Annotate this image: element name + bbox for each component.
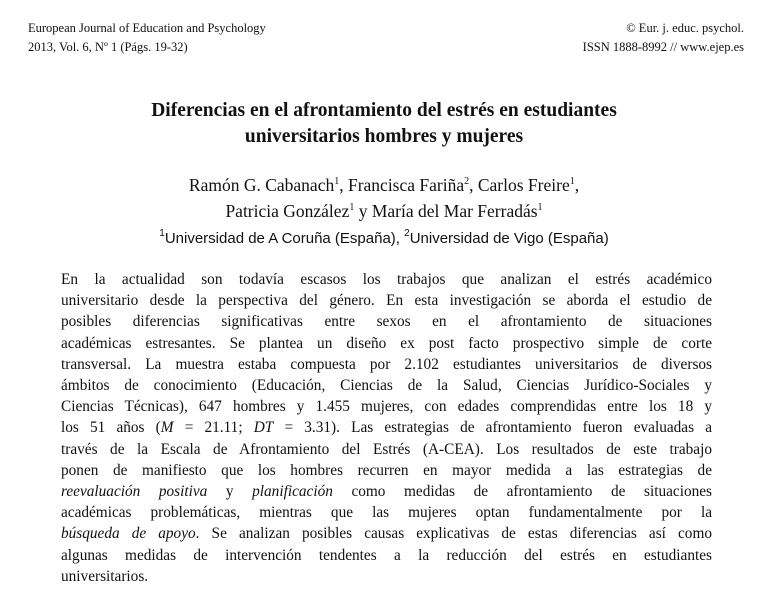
abstract-line: algunas medidas de intervención tendentes a la reducción del estrés en estudiantes bbox=[61, 546, 712, 564]
journal-meta bbox=[583, 19, 744, 57]
abstract-line: posibles diferencias significativas entre sexos en el afrontamiento de situaciones bbox=[61, 313, 712, 331]
text-run: y bbox=[207, 483, 253, 501]
issn-url: ISSN 1888-8992 // www.ejep.es bbox=[582, 40, 744, 54]
abstract-line bbox=[61, 523, 712, 544]
author-affil-mark: 1 bbox=[569, 176, 575, 187]
journal-name: European Journal of Education and Psychology bbox=[28, 21, 266, 35]
author-separator: , bbox=[574, 175, 580, 195]
stat-mean: M bbox=[160, 419, 174, 437]
author-affil-mark: 1 bbox=[349, 202, 355, 213]
abstract bbox=[61, 269, 712, 587]
affiliation: Universidad de Vigo (España) bbox=[409, 230, 609, 247]
abstract-line bbox=[61, 417, 712, 438]
italic-term: búsqueda de apoyo bbox=[61, 525, 196, 543]
abstract-line: Ciencias Técnicas), 647 hombres y 1.455 mujeres, con edades comprendidas entre los 18 y bbox=[61, 398, 712, 416]
author-line-1 bbox=[0, 172, 768, 198]
author-separator: y bbox=[354, 201, 372, 221]
author-name: Francisca Fariña bbox=[347, 175, 465, 195]
text-run: = 3.31). Las estrategias de afrontamiento fueron evaluadas a bbox=[273, 419, 712, 437]
title-line-1: Diferencias en el afrontamiento del estrés en estudiantes bbox=[151, 100, 617, 121]
abstract-line bbox=[61, 481, 712, 502]
affil-mark: 2 bbox=[404, 228, 410, 239]
text-run: como medidas de afrontamiento de situaciones bbox=[332, 483, 712, 501]
affil-mark: 1 bbox=[159, 228, 165, 239]
author-list bbox=[0, 172, 768, 224]
author-line-2 bbox=[0, 198, 768, 224]
journal-header bbox=[28, 19, 266, 57]
affiliations bbox=[0, 229, 768, 249]
author-name: Ramón G. Cabanach bbox=[188, 175, 335, 195]
italic-term: reevaluación positiva bbox=[61, 483, 208, 501]
author-name: María del Mar Ferradás bbox=[371, 201, 538, 221]
volume-info: 2013, Vol. 6, Nº 1 (Págs. 19-32) bbox=[28, 40, 188, 54]
stat-sd: DT bbox=[253, 419, 274, 437]
italic-term: planificación bbox=[252, 483, 333, 501]
text-run: = 21.11; bbox=[173, 419, 254, 437]
abstract-line: universitario desde la perspectiva del género. En esta investigación se aborda el estudio de bbox=[61, 292, 712, 310]
abstract-line: académicas estresantes. Se plantea un diseño ex post facto prospectivo simple de corte bbox=[61, 334, 712, 352]
abstract-line: universitarios. bbox=[61, 567, 149, 585]
abstract-line: ámbitos de conocimiento (Educación, Ciencias de la Salud, Ciencias Jurídico-Sociales y bbox=[61, 377, 712, 395]
author-affil-mark: 1 bbox=[537, 202, 543, 213]
title-line-2: universitarios hombres y mujeres bbox=[244, 126, 524, 147]
text-run: . Se analizan posibles causas explicativas de estas diferencias así como bbox=[195, 525, 712, 543]
abstract-line: ponen de manifiesto que los hombres recurren en mayor medida a las estrategias de bbox=[61, 461, 712, 479]
abstract-line: través de la Escala de Afrontamiento del Estrés (A-CEA). Los resultados de este trabajo bbox=[61, 440, 712, 458]
author-separator: , bbox=[339, 175, 348, 195]
abstract-line: transversal. La muestra estaba compuesta por 2.102 estudiantes universitarios de diversos bbox=[61, 355, 712, 373]
affiliation: Universidad de A Coruña (España), bbox=[164, 230, 405, 247]
abstract-line: En la actualidad son todavía escasos los trabajos que analizan el estrés académico bbox=[61, 271, 712, 288]
abstract-line: académicas problemáticas, mientras que las mujeres optan fundamentalmente por la bbox=[61, 504, 712, 522]
copyright: © Eur. j. educ. psychol. bbox=[626, 21, 744, 35]
author-affil-mark: 2 bbox=[464, 176, 470, 187]
text-run: los 51 años ( bbox=[61, 419, 161, 437]
author-name: Patricia González bbox=[225, 201, 350, 221]
author-name: Carlos Freire bbox=[477, 175, 570, 195]
author-affil-mark: 1 bbox=[334, 176, 340, 187]
paper-title bbox=[0, 98, 768, 150]
author-separator: , bbox=[469, 175, 478, 195]
